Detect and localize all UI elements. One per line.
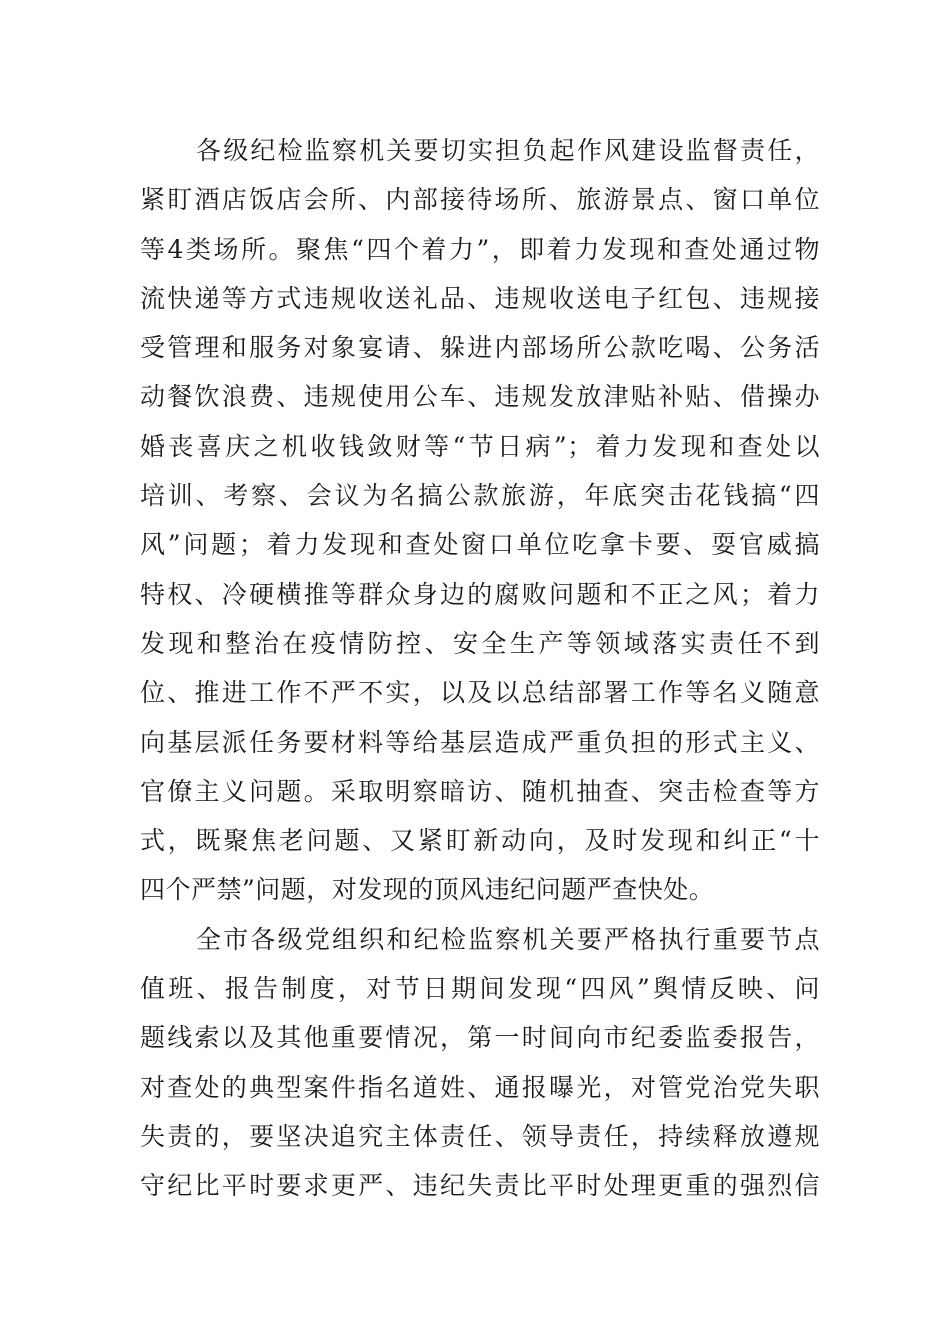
paragraph-2-line: 失责的，要坚决追究主体责任、领导责任，持续释放遵规	[140, 1121, 820, 1151]
paragraph-2-line: 守纪比平时要求更严、违纪失责比平时处理更重的强烈信	[140, 1171, 820, 1201]
paragraph-1-line: 等4类场所。聚焦“四个着力”，即着力发现和查处通过物	[140, 234, 820, 264]
paragraph-2-line: 题线索以及其他重要情况，第一时间向市纪委监委报告，	[140, 1023, 820, 1053]
paragraph-2-line: 全市各级党组织和纪检监察机关要严格执行重要节点	[196, 924, 820, 954]
paragraph-1-line: 向基层派任务要材料等给基层造成严重负担的形式主义、	[140, 727, 820, 757]
paragraph-1-line: 各级纪检监察机关要切实担负起作风建设监督责任，	[196, 136, 820, 165]
paragraph-1-line: 受管理和服务对象宴请、躲进内部场所公款吃喝、公务活	[140, 333, 820, 363]
paragraph-1-line: 流快递等方式违规收送礼品、违规收送电子红包、违规接	[140, 283, 820, 313]
paragraph-1-line: 风”问题；着力发现和查处窗口单位吃拿卡要、耍官威搞	[140, 530, 820, 560]
paragraph-1-line: 动餐饮浪费、违规使用公车、违规发放津贴补贴、借操办	[140, 382, 820, 412]
paragraph-1-line: 发现和整治在疫情防控、安全生产等领域落实责任不到	[140, 628, 820, 658]
paragraph-1-line: 位、推进工作不严不实，以及以总结部署工作等名义随意	[140, 678, 820, 708]
paragraph-2-line: 对查处的典型案件指名道姓、通报曝光，对管党治党失职	[140, 1072, 820, 1102]
paragraph-1-line: 四个严禁”问题，对发现的顶风违纪问题严查快处。	[140, 875, 715, 905]
paragraph-1-line: 培训、考察、会议为名搞公款旅游，年底突击花钱搞“四	[140, 481, 820, 511]
paragraph-1-line: 官僚主义问题。采取明察暗访、随机抽查、突击检查等方	[140, 776, 820, 806]
document-body	[140, 126, 820, 1211]
paragraph-1-line: 婚丧喜庆之机收钱敛财等“节日病”；着力发现和查处以	[140, 431, 820, 461]
paragraph-1-line: 式，既聚焦老问题、又紧盯新动向，及时发现和纠正“十	[140, 826, 820, 856]
paragraph-2-line: 值班、报告制度，对节日期间发现“四风”舆情反映、问	[140, 974, 820, 1004]
paragraph-1-line: 紧盯酒店饭店会所、内部接待场所、旅游景点、窗口单位	[140, 185, 820, 215]
paragraph-1-line: 特权、冷硬横推等群众身边的腐败问题和不正之风；着力	[140, 579, 820, 609]
